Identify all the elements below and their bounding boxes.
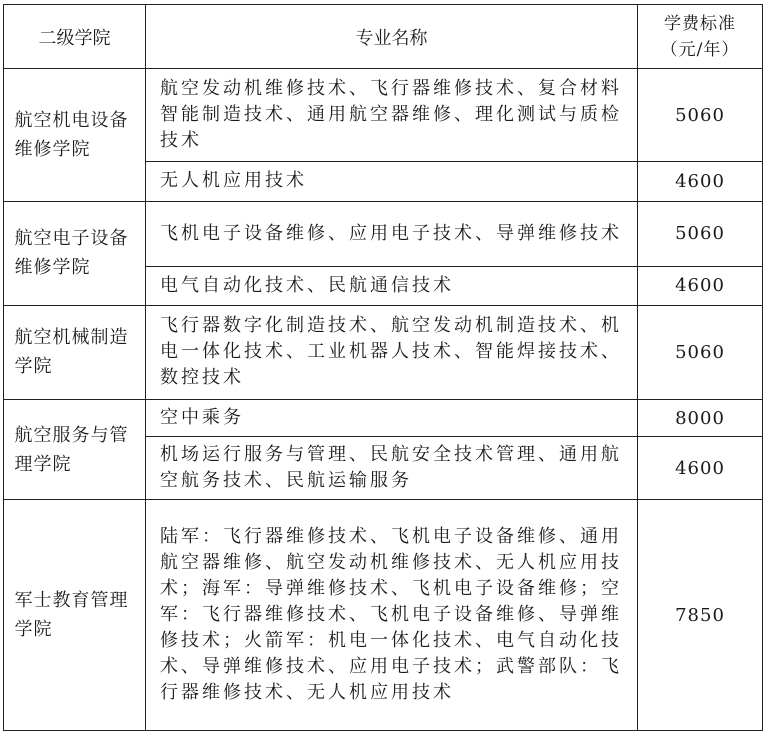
college-name: 军士教育管理学院: [14, 590, 129, 641]
college-cell: [4, 500, 146, 731]
header-fee: [638, 5, 763, 69]
majors-cell: [146, 500, 638, 731]
header-row: [4, 5, 763, 69]
tuition-table: [3, 4, 763, 731]
college-cell: [4, 69, 146, 201]
table-row: [4, 69, 763, 162]
majors-cell: [146, 162, 638, 201]
fee-cell: 7850: [638, 500, 763, 731]
college-name: 航空服务与管理学院: [14, 424, 129, 475]
fee-cell: 4600: [638, 162, 763, 201]
majors-cell: [146, 400, 638, 437]
majors-cell: [146, 437, 638, 500]
majors-cell: [146, 266, 638, 305]
majors-cell: [146, 69, 638, 162]
majors-text: 飞机电子设备维修、应用电子技术、导弹维修技术: [160, 222, 622, 244]
header-fee-line1: 学费标准: [664, 13, 736, 34]
majors-text: 飞行器数字化制造技术、航空发动机制造技术、机电一体化技术、工业机器人技术、智能焊接技术、数控技术: [160, 315, 622, 389]
table-row: [4, 500, 763, 731]
header-college: 二级学院: [4, 5, 146, 69]
college-cell: [4, 400, 146, 500]
fee-cell: 8000: [638, 400, 763, 437]
table-row: [4, 400, 763, 437]
majors-text: 航空发动机维修技术、飞行器维修技术、复合材料智能制造技术、通用航空器维修、理化测试与质检技术: [160, 78, 622, 152]
fee-cell: 4600: [638, 437, 763, 500]
majors-cell: [146, 305, 638, 399]
college-cell: [4, 201, 146, 305]
majors-cell: [146, 201, 638, 266]
college-name: 航空机械制造学院: [14, 327, 129, 378]
fee-cell: 5060: [638, 69, 763, 162]
majors-text: 空中乘务: [160, 407, 244, 429]
fee-cell: 4600: [638, 266, 763, 305]
college-name: 航空电子设备维修学院: [14, 228, 129, 279]
majors-text: 无人机应用技术: [160, 170, 307, 192]
header-fee-line2: （元/年）: [660, 39, 740, 60]
table-row: [4, 201, 763, 266]
majors-text: 电气自动化技术、民航通信技术: [160, 274, 454, 296]
table-row: [4, 305, 763, 399]
college-cell: [4, 305, 146, 399]
majors-text: 陆军：飞行器维修技术、飞机电子设备维修、通用航空器维修、航空发动机维修技术、无人机应用技术；海军：导弹维修技术、飞机电子设备维修；空军：飞行器维修技术、飞机电子设备维修、导弹维修技术；火箭军：机电一体化技术、电气自动化技术、导弹维修技术、应用电子技术；武警部队：飞行器维修技术、无人机应用技术: [160, 526, 622, 704]
majors-text: 机场运行服务与管理、民航安全技术管理、通用航空航务技术、民航运输服务: [160, 444, 622, 492]
header-majors: 专业名称: [146, 5, 638, 69]
fee-cell: 5060: [638, 201, 763, 266]
college-name: 航空机电设备维修学院: [14, 109, 129, 160]
fee-cell: 5060: [638, 305, 763, 399]
